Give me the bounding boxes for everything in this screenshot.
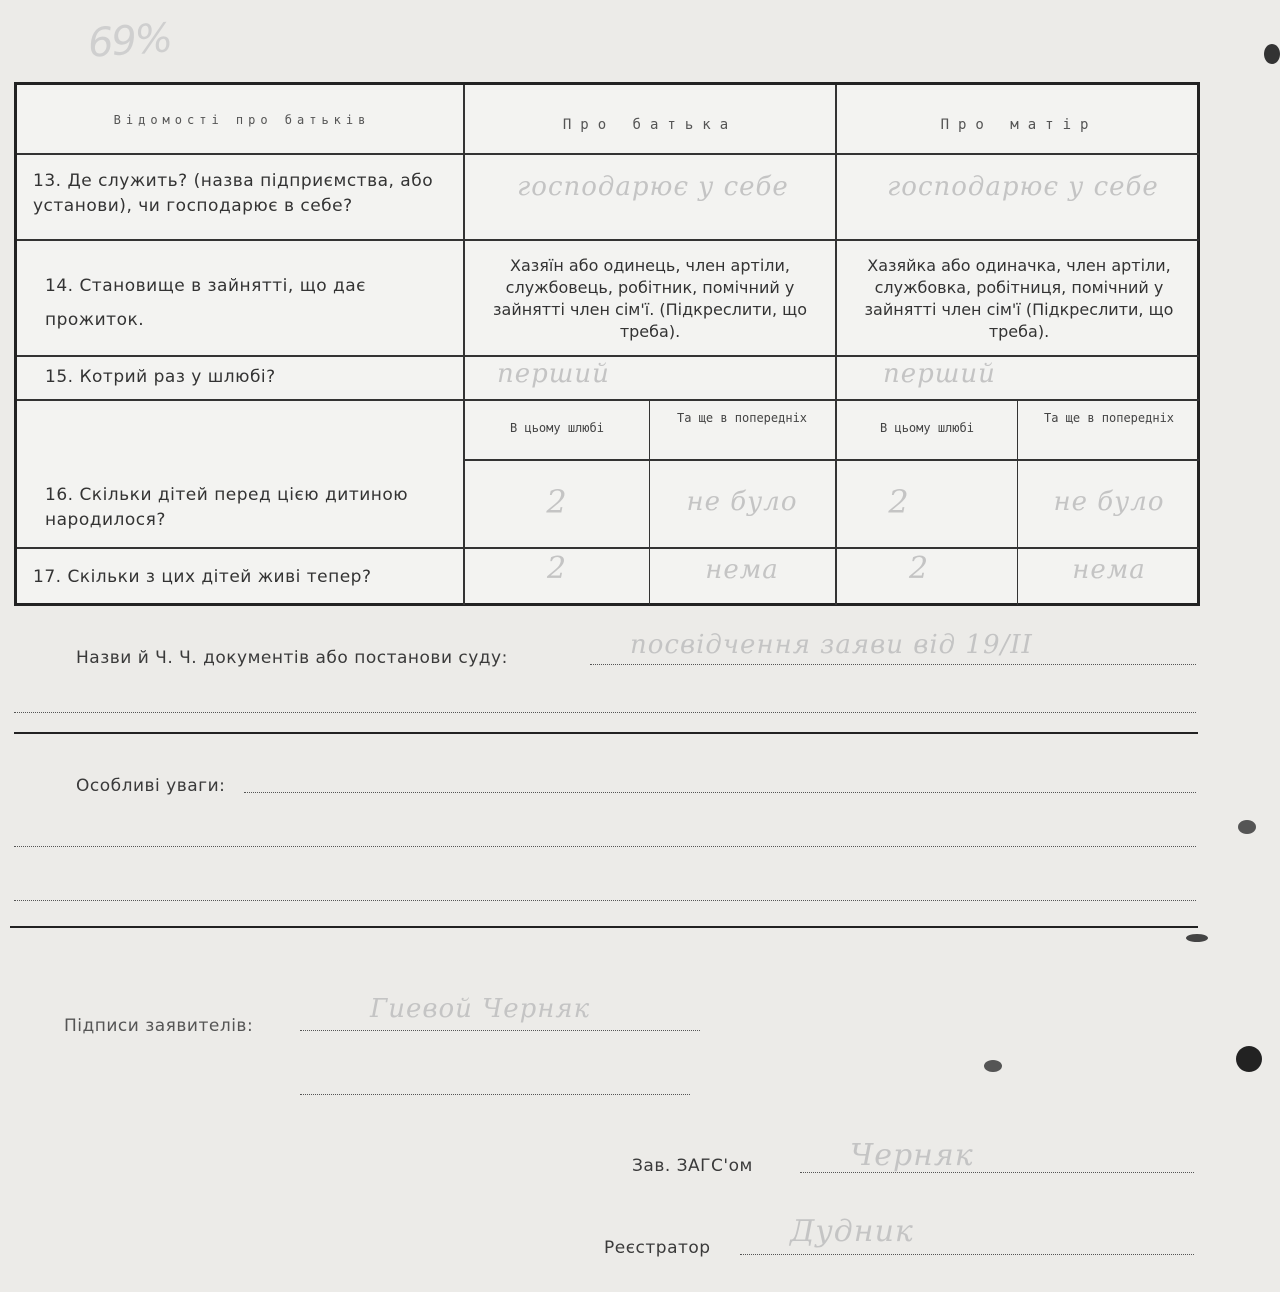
question-14: 14. Становище в зайнятті, що дає прожиток.	[45, 276, 367, 330]
section-rule	[14, 732, 1198, 734]
applicants-dotted-line	[300, 1030, 700, 1031]
registrar-dotted-line	[740, 1254, 1194, 1255]
mother-marriage-count: перший	[883, 359, 996, 389]
header-father: Про батька	[562, 117, 738, 133]
father-occupation-options: Хазяїн або одинець, член артіли, службовець, робітник, помічний у зайнятті член сім'ї. (Підкреслити, що треба).	[493, 256, 807, 341]
subcolumn-divider	[1017, 401, 1018, 605]
column-divider	[835, 85, 837, 605]
ink-stain	[1264, 44, 1280, 64]
father-children-previous: не було	[686, 487, 798, 517]
question-17: 17. Скільки з цих дітей живі тепер?	[33, 567, 372, 587]
row-divider	[17, 547, 1199, 549]
notes-dotted-line-1	[244, 792, 1196, 793]
father-children-this-marriage: 2	[546, 483, 568, 521]
mother-children-alive-previous: нема	[1072, 555, 1146, 585]
header-parents-info: Відомості про батьків	[113, 113, 371, 127]
head-signature: Черняк	[850, 1138, 974, 1173]
ink-stain	[1236, 1046, 1262, 1072]
subheader-father-this-marriage: В цьому шлюбі	[510, 421, 604, 435]
header-mother: Про матір	[940, 117, 1098, 133]
applicants-signature: Гиевой Черняк	[370, 994, 591, 1024]
father-marriage-count: перший	[497, 359, 610, 389]
applicants-dotted-line-2	[300, 1094, 690, 1095]
mother-children-previous: не було	[1053, 487, 1165, 517]
question-15: 15. Котрий раз у шлюбі?	[45, 367, 276, 387]
father-workplace: господарює у себе	[517, 172, 789, 202]
notes-dotted-line-3	[14, 900, 1196, 901]
father-children-alive-previous: нема	[705, 555, 779, 585]
notes-dotted-line-2	[14, 846, 1196, 847]
applicants-signatures-label: Підписи заявителів:	[64, 1016, 254, 1036]
ink-stain	[1238, 820, 1256, 834]
mother-workplace: господарює у себе	[887, 172, 1159, 202]
column-divider	[463, 85, 465, 605]
special-notes-label: Особливі уваги:	[76, 776, 226, 796]
subcolumn-divider	[649, 401, 650, 605]
documents-value: посвідчення заяви від 19/ІІ	[630, 630, 1033, 660]
row-divider	[17, 153, 1199, 155]
mother-occupation-options: Хазяйка або одиначка, член артіли, службовка, робітниця, помічний у зайнятті член сім'ї (Підкреслити, що треба).	[864, 256, 1174, 341]
question-13: 13. Де служить? (назва підприємства, або установи), чи господарює в себе?	[33, 171, 434, 216]
question-16: 16. Скільки дітей перед цією дитиною народилося?	[45, 485, 409, 530]
registrar-label: Реєстратор	[604, 1238, 711, 1258]
row-divider	[17, 399, 1199, 401]
subheader-father-previous: Та ще в попередніх	[676, 411, 808, 425]
father-children-alive-this: 2	[546, 551, 568, 586]
mother-children-this-marriage: 2	[888, 483, 910, 521]
documents-dotted-line	[590, 664, 1196, 665]
head-zags-label: Зав. ЗАГС'ом	[632, 1156, 753, 1176]
subheader-mother-previous: Та ще в попередніх	[1043, 411, 1175, 425]
row-divider	[17, 239, 1199, 241]
section-rule	[10, 926, 1198, 928]
ink-stain	[984, 1060, 1002, 1072]
mother-children-alive-this: 2	[908, 551, 930, 586]
registrar-signature: Дудник	[790, 1214, 914, 1249]
ink-stain	[1186, 934, 1208, 942]
documents-label: Назви й Ч. Ч. документів або постанови суду:	[76, 648, 508, 668]
row-divider	[463, 459, 1199, 461]
subheader-mother-this-marriage: В цьому шлюбі	[880, 421, 974, 435]
documents-dotted-line-2	[14, 712, 1196, 713]
row-divider	[17, 355, 1199, 357]
corner-handwritten-note: 69%	[86, 15, 173, 67]
parents-info-table	[14, 82, 1200, 606]
